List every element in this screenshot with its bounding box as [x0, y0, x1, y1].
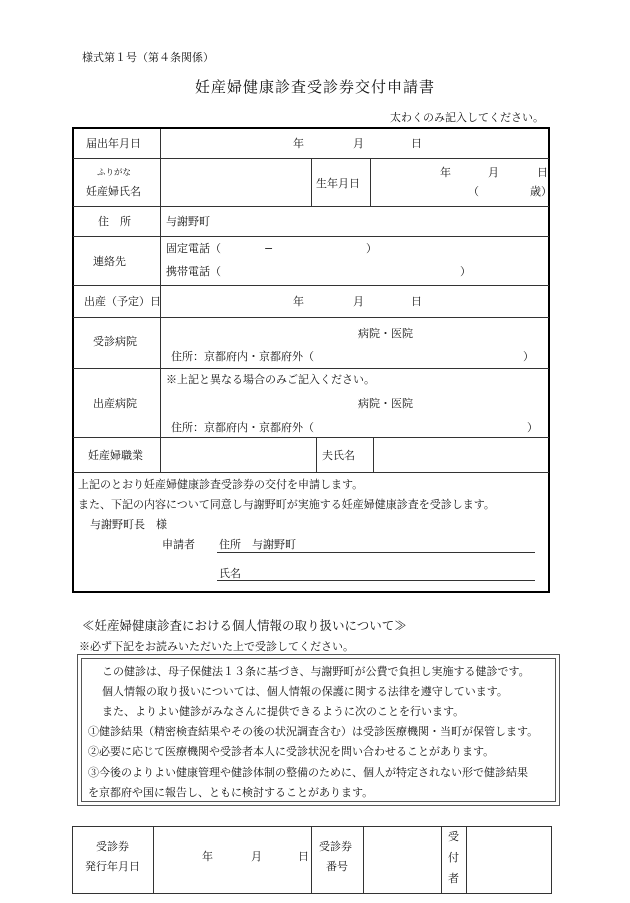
clinic-address-close: ） — [523, 350, 534, 363]
mobile-label: 携帯電話（ — [166, 265, 221, 278]
birth-hospital-address-field[interactable]: 住所：京都府内・京都府外（ — [171, 421, 314, 434]
notification-month-field[interactable]: 月 — [353, 137, 364, 150]
birth-hospital-field[interactable]: 病院・医院 — [358, 397, 413, 410]
delivery-month-field[interactable]: 月 — [353, 295, 364, 308]
delivery-year-field[interactable]: 年 — [293, 295, 304, 308]
landline-field[interactable]: ） — [366, 242, 377, 255]
statement-line-1: 上記のとおり妊産婦健康診査受診券の交付を申請します。 — [78, 478, 364, 491]
issue-label-1: 受診券 — [96, 840, 129, 853]
receipt-label-1: 受 — [448, 830, 459, 843]
age-field[interactable]: 歳） — [530, 185, 552, 198]
notification-day-field[interactable]: 日 — [411, 137, 422, 150]
notification-year-field[interactable]: 年 — [293, 137, 304, 150]
occupation-label: 妊産婦職業 — [88, 449, 143, 462]
birth-hospital-label: 出産病院 — [93, 397, 137, 410]
addressee: 与謝野町長 様 — [90, 518, 167, 531]
birth-hospital-address-close: ） — [527, 421, 538, 434]
issue-label-2: 発行年月日 — [85, 860, 140, 873]
ticket-label-2: 番号 — [326, 860, 348, 873]
clinic-hospital-field[interactable]: 病院・医院 — [358, 327, 413, 340]
privacy-line: ①健診結果（精密検査結果やその後の状況調査含む）は受診医療機関・当町が保管します。 — [88, 725, 539, 738]
receipt-label-3: 者 — [448, 872, 459, 885]
birth-year-field[interactable]: 年 — [440, 166, 451, 179]
page-title: 妊産婦健康診査受診券交付申請書 — [194, 78, 435, 96]
issue-month-field[interactable]: 月 — [251, 850, 262, 863]
name-label: 妊産婦氏名 — [86, 185, 141, 198]
issue-day-field[interactable]: 日 — [298, 850, 309, 863]
birthdate-label: 生年月日 — [316, 177, 360, 190]
landline-dash: − — [264, 242, 274, 255]
ticket-label-1: 受診券 — [319, 840, 352, 853]
privacy-line: ③今後のよりよい健康管理や健診体制の整備のために、個人が特定されない形で健診結果 — [88, 766, 528, 779]
contact-label: 連絡先 — [93, 255, 126, 268]
privacy-line: を京都府や国に報告し、ともに検討することがあります。 — [88, 786, 374, 799]
privacy-title: ≪妊産婦健康診査における個人情報の取り扱いについて≫ — [82, 618, 407, 633]
applicant-address-field[interactable]: 住所 与謝野町 — [219, 538, 296, 551]
statement-line-2: また、下記の内容について同意し与謝野町が実施する妊産婦健康診査を受診します。 — [78, 498, 495, 511]
privacy-line: 個人情報の取り扱いについては、個人情報の保護に関する法律を遵守しています。 — [102, 685, 508, 698]
notification-date-label: 届出年月日 — [86, 137, 141, 150]
fill-instruction: 太わくのみ記入してください。 — [390, 111, 544, 124]
applicant-name-field[interactable]: 氏名 — [219, 567, 241, 580]
clinic-address-field[interactable]: 住所：京都府内・京都府外（ — [171, 350, 314, 363]
privacy-line: また、よりよい健診がみなさんに提供できるように次のことを行います。 — [102, 705, 465, 718]
age-open: （ — [468, 185, 479, 198]
privacy-line: ②必要に応じて医療機関や受診者本人に受診状況を問い合わせることがあります。 — [88, 745, 495, 758]
furigana-label: ふりがな — [97, 168, 132, 178]
address-label: 住 所 — [98, 215, 131, 228]
address-value[interactable]: 与謝野町 — [166, 215, 210, 228]
clinic-label: 受診病院 — [93, 335, 137, 348]
form-number: 様式第１号（第４条関係） — [82, 51, 214, 64]
landline-label: 固定電話（ — [166, 242, 221, 255]
delivery-day-field[interactable]: 日 — [411, 295, 422, 308]
birth-month-field[interactable]: 月 — [488, 166, 499, 179]
birth-day-field[interactable]: 日 — [537, 166, 548, 179]
privacy-note: ※必ず下記をお読みいただいた上で受診してください。 — [79, 640, 354, 653]
office-use-table — [72, 826, 552, 894]
husband-label: 夫氏名 — [322, 449, 355, 462]
delivery-date-label: 出産（予定）日 — [84, 295, 161, 308]
mobile-field[interactable]: ） — [460, 265, 471, 278]
birth-hospital-note: ※上記と異なる場合のみご記入ください。 — [166, 373, 375, 386]
applicant-label: 申請者 — [162, 538, 195, 551]
receipt-label-2: 付 — [448, 851, 459, 864]
issue-year-field[interactable]: 年 — [202, 850, 213, 863]
privacy-line: この健診は、母子保健法１３条に基づき、与謝野町が公費で負担し実施する健診です。 — [102, 665, 530, 678]
